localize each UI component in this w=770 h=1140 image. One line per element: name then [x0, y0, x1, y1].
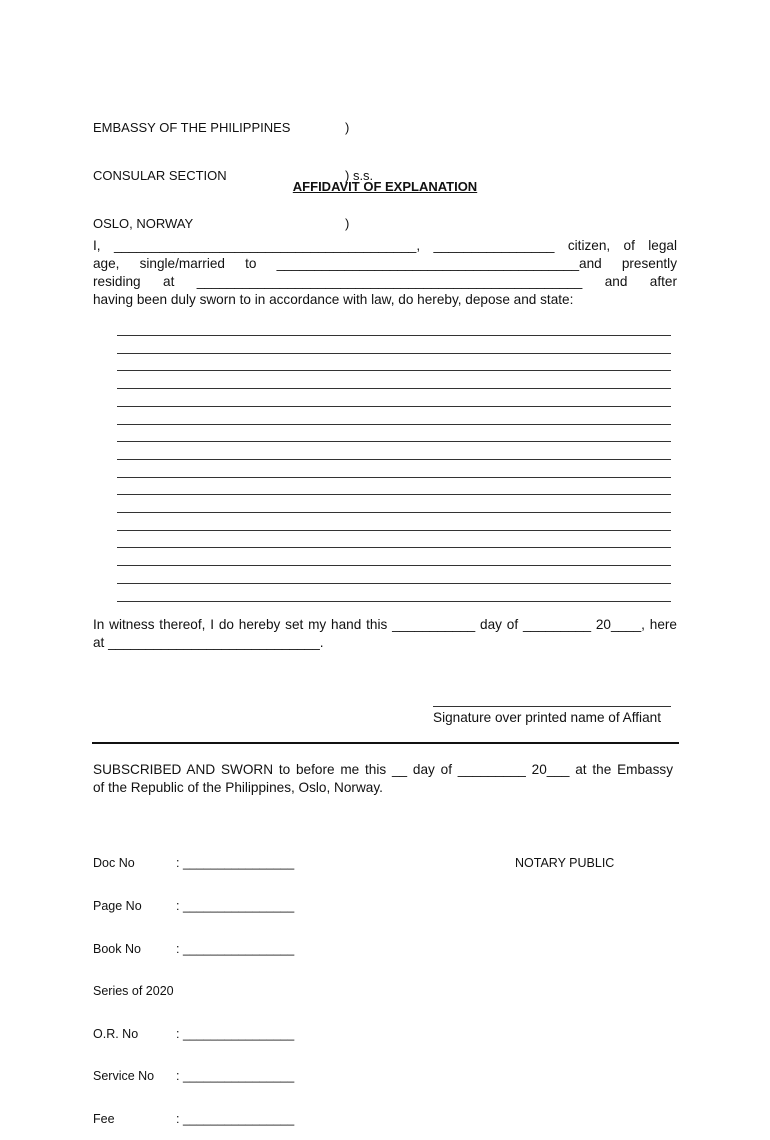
record-label: Series of 2020: [93, 984, 174, 999]
statement-fill-line: [117, 441, 671, 442]
venue-line: CONSULAR SECTION: [93, 168, 227, 183]
record-value: : ________________: [176, 1026, 295, 1041]
venue-line: EMBASSY OF THE PHILIPPINES: [93, 120, 291, 135]
statement-fill-line: [117, 459, 671, 460]
statement-fill-line: [117, 494, 671, 495]
ss-line: ) s.s.: [345, 168, 374, 183]
record-value: : ________________: [176, 1112, 295, 1127]
record-value: : ________________: [176, 856, 295, 871]
record-labels: [93, 828, 174, 1140]
statement-fill-line: [117, 335, 671, 336]
venue-line: OSLO, NORWAY: [93, 216, 194, 231]
record-label: Service No: [93, 1069, 155, 1084]
statement-fill-line: [117, 353, 671, 354]
record-value: : ________________: [176, 899, 295, 914]
record-value: [176, 984, 294, 998]
statement-fill-line: [117, 388, 671, 389]
statement-fill-line: [117, 370, 671, 371]
intro-line-1: I, ________________________________________, ________________ citizen, of legal: [93, 238, 677, 253]
statement-fill-line: [117, 601, 671, 602]
ss-line: ): [345, 120, 350, 135]
ss-line: ): [345, 216, 350, 231]
subscribed-line-2: of the Republic of the Philippines, Oslo, Norway.: [93, 780, 383, 795]
statement-fill-line: [117, 406, 671, 407]
section-divider: [92, 742, 679, 744]
notary-public-label: NOTARY PUBLIC: [515, 856, 615, 870]
witness-line-1: In witness thereof, I do hereby set my hand this ___________ day of _________ 20____, here: [93, 617, 677, 632]
intro-line-4: having been duly sworn to in accordance with law, do hereby, depose and state:: [93, 292, 574, 307]
witness-line-2: at ____________________________.: [93, 635, 324, 650]
record-label: O.R. No: [93, 1026, 139, 1041]
record-label: Book No: [93, 941, 141, 956]
record-label: Doc No: [93, 856, 135, 871]
intro-line-2: age, single/married to ________________________________________and presently: [93, 256, 677, 271]
intro-line-3: residing at ___________________________________________________ and after: [93, 274, 677, 289]
statement-fill-line: [117, 565, 671, 566]
signature-line: [433, 706, 671, 707]
subscribed-line-1: SUBSCRIBED AND SWORN to before me this __ day of _________ 20___ at the Embassy: [93, 762, 673, 777]
record-label: Fee: [93, 1112, 115, 1127]
record-label: Page No: [93, 899, 142, 914]
document-title: AFFIDAVIT OF EXPLANATION: [292, 179, 478, 194]
statement-fill-line: [117, 530, 671, 531]
statement-fill-line: [117, 424, 671, 425]
statement-fill-line: [117, 547, 671, 548]
record-values: [176, 828, 294, 1140]
record-value: : ________________: [176, 941, 295, 956]
statement-fill-line: [117, 477, 671, 478]
signature-caption: Signature over printed name of Affiant: [433, 710, 661, 725]
record-value: : ________________: [176, 1069, 295, 1084]
statement-fill-line: [117, 512, 671, 513]
statement-fill-line: [117, 583, 671, 584]
ss-block: [345, 88, 373, 248]
venue-block: [93, 88, 290, 248]
